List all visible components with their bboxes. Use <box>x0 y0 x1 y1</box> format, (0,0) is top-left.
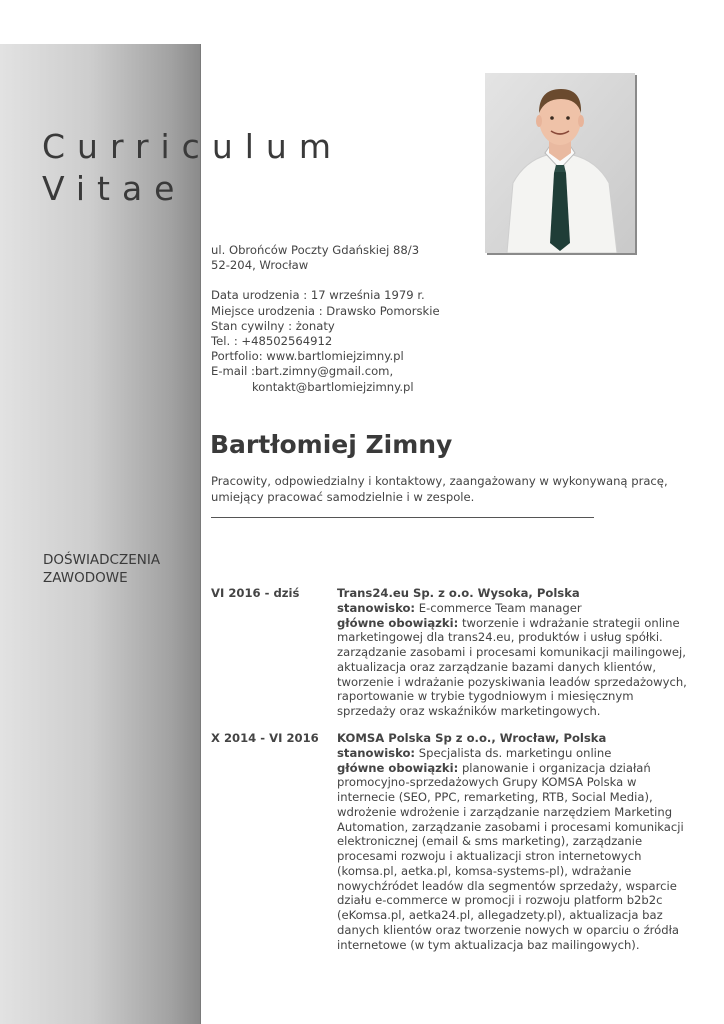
birth-date: Data urodzenia : 17 września 1979 r. <box>211 288 425 303</box>
position-value: Specjalista ds. marketingu online <box>418 745 612 760</box>
email-secondary[interactable]: kontakt@bartlomiejzimny.pl <box>252 379 414 394</box>
address-street: ul. Obrońców Poczty Gdańskiej 88/3 <box>211 243 420 257</box>
duties-line: procesami rozwoju i aktualizacji stron internetowych <box>337 849 642 863</box>
job-position <box>337 746 697 761</box>
duties-first-text: planowanie i organizacja działań <box>461 760 651 775</box>
duties-line: internetowe (w tym aktualizacja baz mailingowych). <box>337 937 640 952</box>
duties-line: Automation, zarządzanie zasobami i procesami komunikacji <box>337 819 684 834</box>
cv-title-line2: Vitae <box>42 169 187 208</box>
job-period: VI 2016 - dziś <box>211 586 300 600</box>
duties-line: wdrożenie wdrożenie i zarządzanie narzędziem Marketing <box>337 804 673 819</box>
profile-summary: Pracowity, odpowiedzialny i kontaktowy, zaangażowany w wykonywaną pracę, umiejący pracować samodzielnie i w zespole. <box>211 474 668 504</box>
duties-line: (eKomsa.pl, aetka24.pl, allegadzety.pl), aktualizacja baz <box>337 908 663 922</box>
marital-status: Stan cywilny : żonaty <box>211 318 335 333</box>
duties-label: główne obowiązki: <box>337 760 459 775</box>
duties-line: internecie (SEO, PPC, remarketing, RTB, Social Media), <box>337 790 653 804</box>
duties-line: elektronicznej (email & sms marketing), zarządzanie <box>337 834 643 849</box>
job-position <box>337 601 697 616</box>
portrait-illustration <box>485 73 635 253</box>
position-label: stanowisko: <box>337 745 416 760</box>
job-duties-first <box>337 761 697 776</box>
experience-heading-line2: ZAWODOWE <box>43 570 128 586</box>
duties-line: zarządzanie zasobami i procesami komunikacji mailingowej, <box>337 645 686 659</box>
duties-line: promocyjno-sprzedażowych Grupy KOMSA Polska w <box>337 775 637 790</box>
duties-line: nowychźródet leadów dla segmentów sprzedaży, wsparcie <box>337 878 677 893</box>
duties-line: działu e-commerce w promocji i rozwoju platform b2b2c <box>337 893 663 908</box>
job-period: X 2014 - VI 2016 <box>211 731 319 745</box>
position-label: stanowisko: <box>337 600 416 615</box>
email-primary[interactable]: E-mail :bart.zimny@gmail.com, <box>211 364 394 379</box>
birth-place: Miejsce urodzenia : Drawsko Pomorskie <box>211 303 440 318</box>
duties-first-text: tworzenie i wdrażanie strategii online <box>461 615 680 630</box>
duties-line: danych klientów oraz tworzenie nowych w oparciu o źródła <box>337 922 680 937</box>
portfolio-link[interactable]: Portfolio: www.bartlomiejzimny.pl <box>211 349 404 364</box>
section-divider <box>211 517 594 518</box>
phone-number: Tel. : +48502564912 <box>211 334 333 349</box>
job-duties-first <box>337 616 697 631</box>
experience-heading-line1: DOŚWIADCZENIA <box>43 552 161 568</box>
duties-line: (komsa.pl, aetka.pl, komsa-systems-pl), wdrażanie <box>337 863 632 878</box>
duties-line: marketingowej dla trans24.eu, produktów i usług spółki. <box>337 630 663 645</box>
duties-line: sprzedaży oraz wskaźników marketingowych. <box>337 704 601 718</box>
cv-title-line1: Curriculum <box>42 127 343 166</box>
address-city: 52-204, Wrocław <box>211 258 309 273</box>
experience-heading <box>43 551 160 587</box>
contact-block <box>211 243 691 395</box>
duties-line: aktualizacja oraz zarządzanie bazami danych klientów, <box>337 659 657 674</box>
position-value: E-commerce Team manager <box>418 600 582 615</box>
duties-label: główne obowiązki: <box>337 615 459 630</box>
duties-line: raportowanie w trybie tygodniowym i miesięcznym <box>337 689 634 704</box>
cv-title <box>42 126 343 210</box>
person-name: Bartłomiej Zimny <box>210 430 453 459</box>
job-company: Trans24.eu Sp. z o.o. Wysoka, Polska <box>337 586 580 600</box>
job-company: KOMSA Polska Sp z o.o., Wrocław, Polska <box>337 731 607 745</box>
duties-line: tworzenie i wdrażanie pozyskiwania leadów sprzedażowych, <box>337 674 687 689</box>
portrait-photo <box>485 73 635 253</box>
